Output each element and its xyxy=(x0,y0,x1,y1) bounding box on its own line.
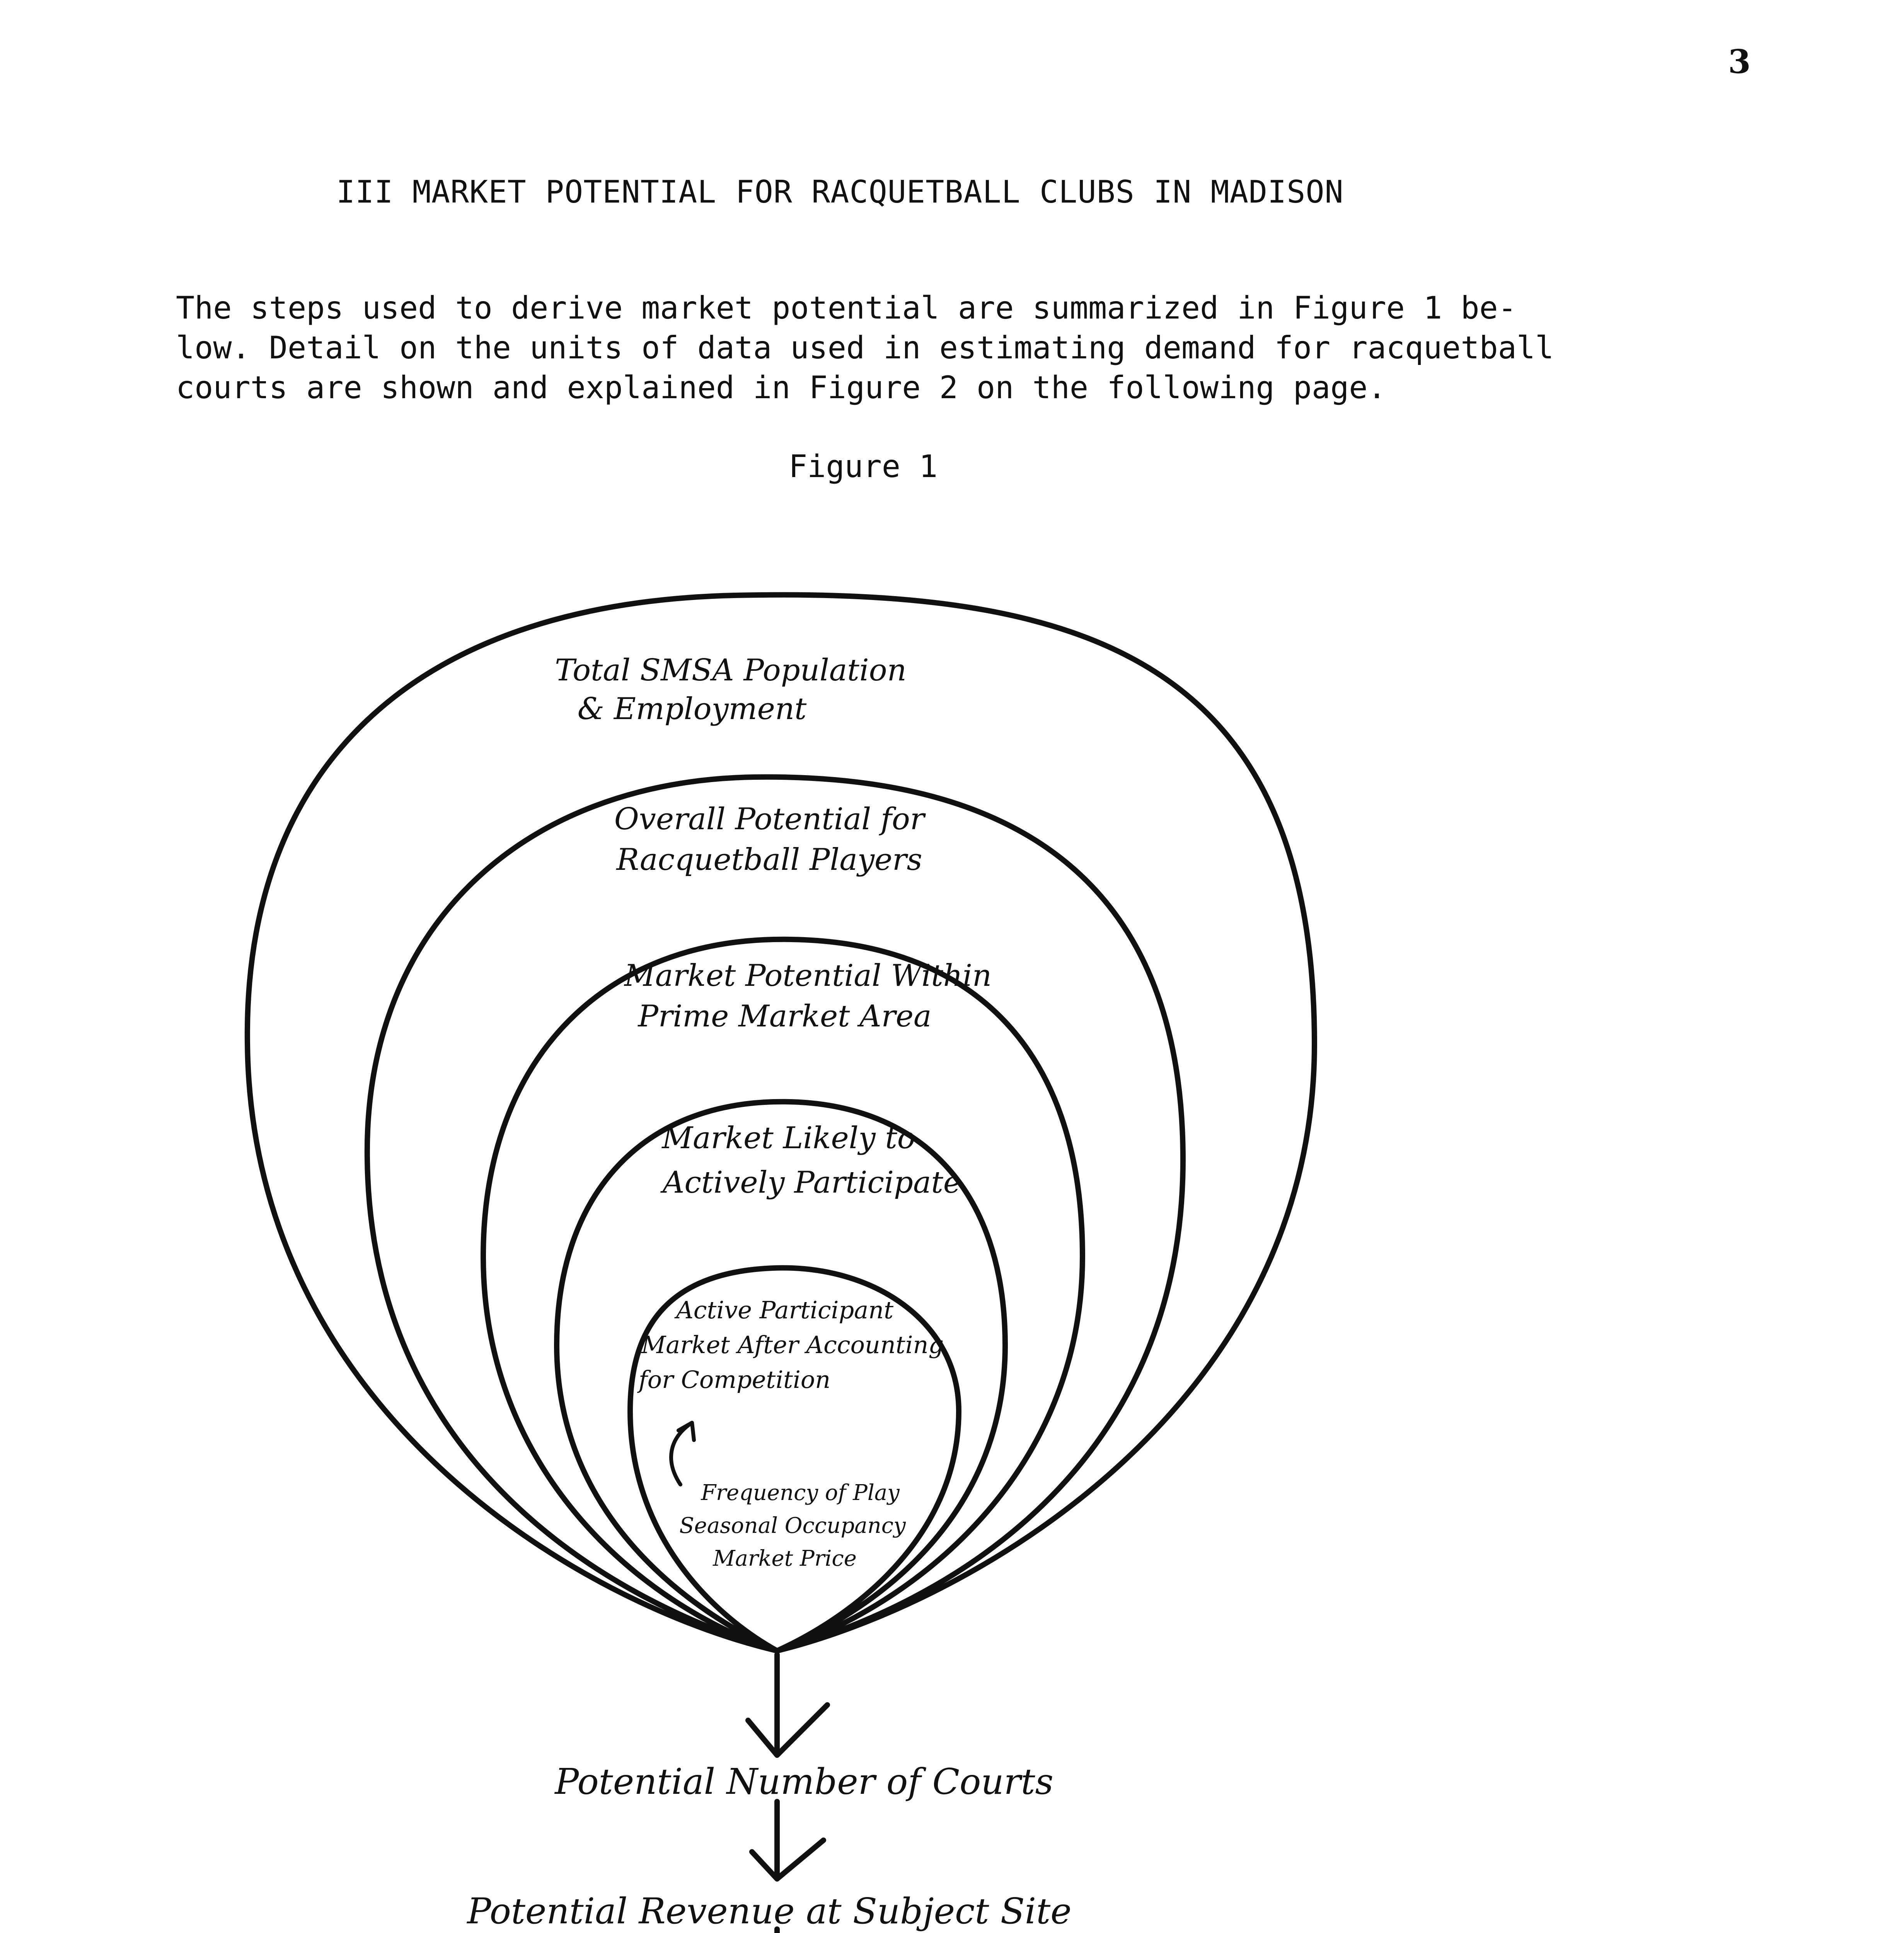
circle-active-participant-label-1: Active Participant xyxy=(676,1296,893,1324)
page-number: 3 xyxy=(1728,43,1751,81)
factor-market-price: Market Price xyxy=(713,1546,857,1571)
circle-overall-potential-label-2: Racquetball Players xyxy=(616,842,922,877)
flow-step-potential-revenue: Potential Revenue at Subject Site xyxy=(467,1890,1072,1932)
circle-likely-participate-label-2: Actively Participate xyxy=(663,1165,961,1200)
circle-prime-market-label-2: Prime Market Area xyxy=(638,999,932,1034)
circle-total-population-label-1: Total SMSA Population xyxy=(555,653,907,688)
section-title: III MARKET POTENTIAL FOR RACQUETBALL CLUBS IN MADISON xyxy=(336,174,1344,210)
circle-prime-market xyxy=(483,939,1082,1651)
factor-frequency-of-play: Frequency of Play xyxy=(701,1480,900,1505)
circle-likely-participate-label-1: Market Likely to xyxy=(662,1121,915,1156)
factor-pointer-arrow xyxy=(671,1423,694,1485)
circle-overall-potential-label-1: Overall Potential for xyxy=(614,802,925,837)
flow-step-potential-courts: Potential Number of Courts xyxy=(555,1761,1053,1802)
circle-active-participant-label-2: Market After Accounting xyxy=(641,1331,944,1359)
flow-arrow-2 xyxy=(752,1802,823,1879)
figure-caption: Figure 1 xyxy=(789,448,938,484)
flow-arrow-1 xyxy=(748,1655,827,1755)
body-paragraph: The steps used to derive market potential are summarized in Figure 1 be- low. Detail on the units of data used in estimating demand for racquetball courts are shown and explained in Figure 2 on the following page. xyxy=(176,290,1554,406)
circle-active-participant-label-3: for Competition xyxy=(638,1365,831,1394)
circle-prime-market-label-1: Market Potential Within xyxy=(624,958,992,993)
circle-total-population-label-2: & Employment xyxy=(577,692,807,726)
factor-seasonal-occupancy: Seasonal Occupancy xyxy=(679,1513,906,1538)
